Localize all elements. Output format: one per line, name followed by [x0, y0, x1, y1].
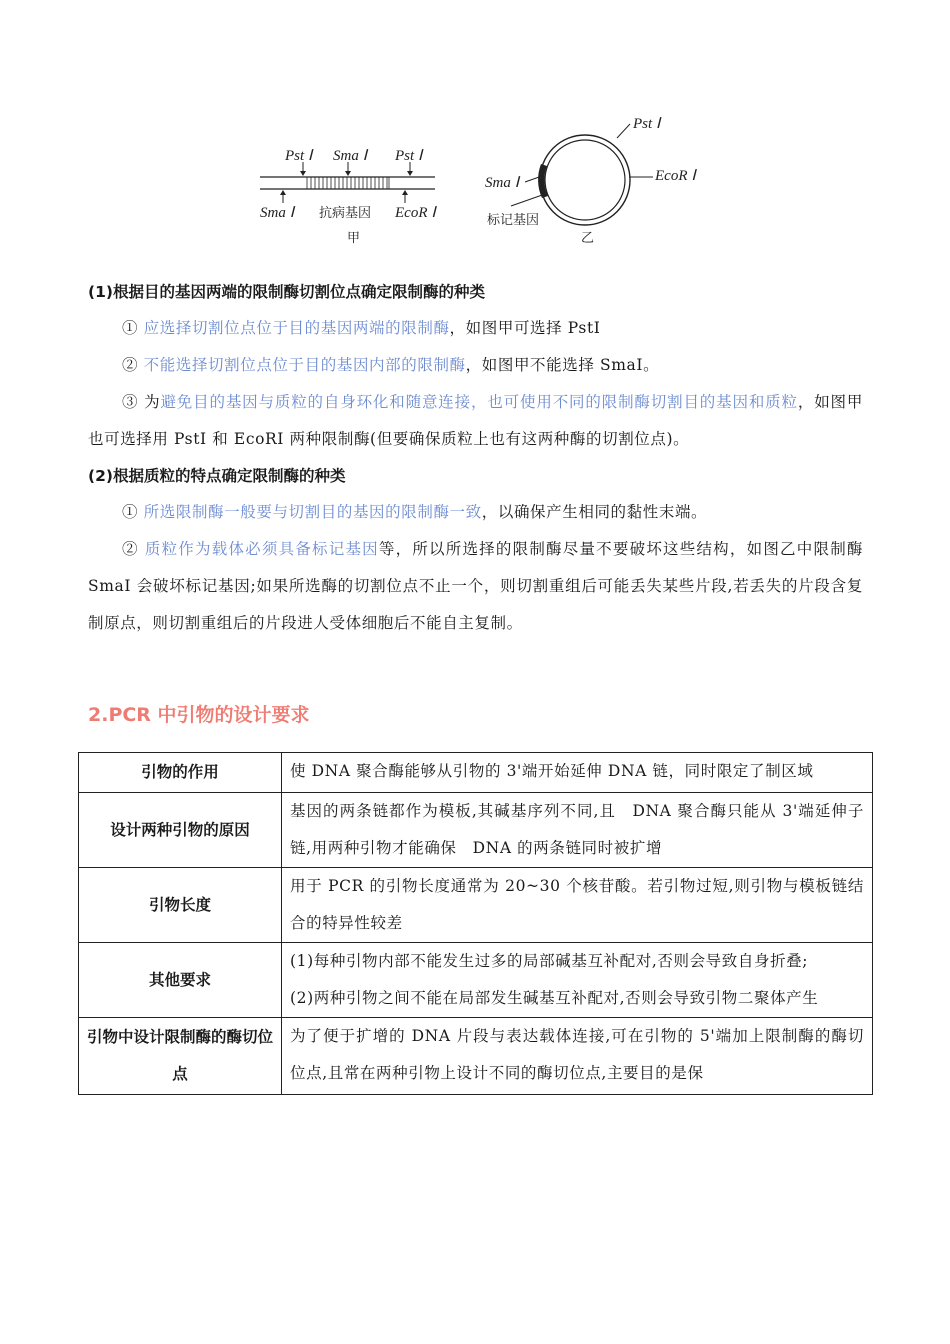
label-ecor1-left: EcoR Ⅰ: [395, 205, 436, 221]
row-value-text: 使 DNA 聚合酶能够从引物的 3'端开始延伸 DNA 链，同时限定了制区域: [290, 762, 814, 780]
row-key: 引物的作用: [79, 753, 282, 793]
item-text: ，以确保产生相同的黏性末端。: [481, 503, 708, 521]
restriction-site-figure: [255, 110, 715, 250]
row-value: [282, 1018, 873, 1095]
row-value: [282, 753, 873, 793]
row-value: [282, 868, 873, 943]
section1-item-1: [88, 310, 863, 347]
item-number: ①: [122, 319, 139, 337]
row-key: 引物中设计限制酶的酶切位点: [79, 1018, 282, 1095]
main-content: [88, 274, 880, 642]
item-number: ③: [122, 393, 139, 411]
table-row: [79, 943, 873, 1018]
row-value-text: 基因的两条链都作为模板,其碱基序列不同,且 DNA 聚合酶只能从 3'端延伸子链,用两种引物才能确保 DNA 的两条链同时被扩增: [290, 802, 864, 857]
row-value-text: 为了便于扩增的 DNA 片段与表达载体连接,可在引物的 5'端加上限制酶的酶切位点,且常在两种引物上设计不同的酶切位点,主要目的是保: [290, 1027, 864, 1082]
section-title-pcr: 2.PCR 中引物的设计要求: [88, 704, 310, 726]
section2-item-2: [88, 531, 880, 642]
item-text: 等，所以所选择的限制酶尽量不要破坏这些结构，如图乙中限制酶 SmaI 会破坏标记基因;如果所选酶的切割位点不止一个，则切割重组后可能丢失某些片段,若丢失的片段含复制原点，则切割重组后的片段进人受体细胞后不能自主复制。: [88, 540, 880, 632]
item-number: ②: [122, 540, 139, 558]
section1-item-2: [88, 347, 863, 384]
label-marker-gene: 标记基因: [487, 213, 540, 228]
section2-item-1: [88, 494, 863, 531]
highlight-text: 质粒作为载体必须具备标记基因: [144, 540, 379, 558]
label-resistance-gene: 抗病基因: [319, 206, 372, 221]
table-row: [79, 753, 873, 793]
section1-item-3: [88, 384, 863, 458]
highlight-text: 所选限制酶一般要与切割目的基因的限制酶一致: [143, 503, 482, 521]
caption-yi: 乙: [581, 231, 595, 246]
row-value: [282, 943, 873, 1018]
row-key: 引物长度: [79, 868, 282, 943]
row-value-text: (2)两种引物之间不能在局部发生碱基互补配对,否则会导致引物二聚体产生: [290, 989, 819, 1007]
row-value-text: (1)每种引物内部不能发生过多的局部碱基互补配对,否则会导致自身折叠;: [290, 952, 809, 970]
item-text: ，如图甲也可选择用 PstI 和 EcoRI 两种限制酶(但要确保质粒上也有这两种酶的切割位点)。: [88, 393, 863, 448]
caption-jia: 甲: [347, 231, 361, 246]
section2-heading: (2)根据质粒的特点确定限制酶的种类: [88, 467, 346, 485]
primer-requirements-table: [78, 752, 873, 1095]
label-sma1-bottom: Sma Ⅰ: [260, 205, 295, 221]
item-number: ②: [122, 356, 139, 374]
label-sma1-top: Sma Ⅰ: [333, 148, 368, 164]
highlight-text: 应选择切割位点位于目的基因两端的限制酶: [143, 319, 450, 337]
label-pst1-right: Pst Ⅰ: [395, 148, 423, 164]
linear-dna-diagram: [260, 148, 437, 246]
table-row: [79, 868, 873, 943]
table-row: [79, 793, 873, 868]
row-value: [282, 793, 873, 868]
figure-svg: [255, 110, 715, 250]
row-key: 其他要求: [79, 943, 282, 1018]
item-text: ，如图甲可选择 PstI: [449, 319, 601, 337]
item-text: ，如图甲不能选择 SmaI。: [465, 356, 660, 374]
row-value-text: 用于 PCR 的引物长度通常为 20~30 个核苷酸。若引物过短,则引物与模板链结合的特异性较差: [290, 877, 864, 932]
plasmid-diagram: [485, 116, 697, 246]
item-prefix: 为: [138, 393, 161, 411]
label-sma1-plasmid: Sma Ⅰ: [485, 175, 520, 191]
label-pst1-left: Pst Ⅰ: [285, 148, 313, 164]
label-ecor1-plasmid: EcoR Ⅰ: [655, 168, 696, 184]
section1-heading: (1)根据目的基因两端的限制酶切割位点确定限制酶的种类: [88, 283, 485, 301]
item-number: ①: [122, 503, 139, 521]
table-row: [79, 1018, 873, 1095]
highlight-text: 避免目的基因与质粒的自身环化和随意连接，也可使用不同的限制酶切割目的基因和质粒: [160, 393, 798, 411]
row-key: 设计两种引物的原因: [79, 793, 282, 868]
label-pst1-plasmid: Pst Ⅰ: [633, 116, 661, 132]
highlight-text: 不能选择切割位点位于目的基因内部的限制酶: [143, 356, 466, 374]
